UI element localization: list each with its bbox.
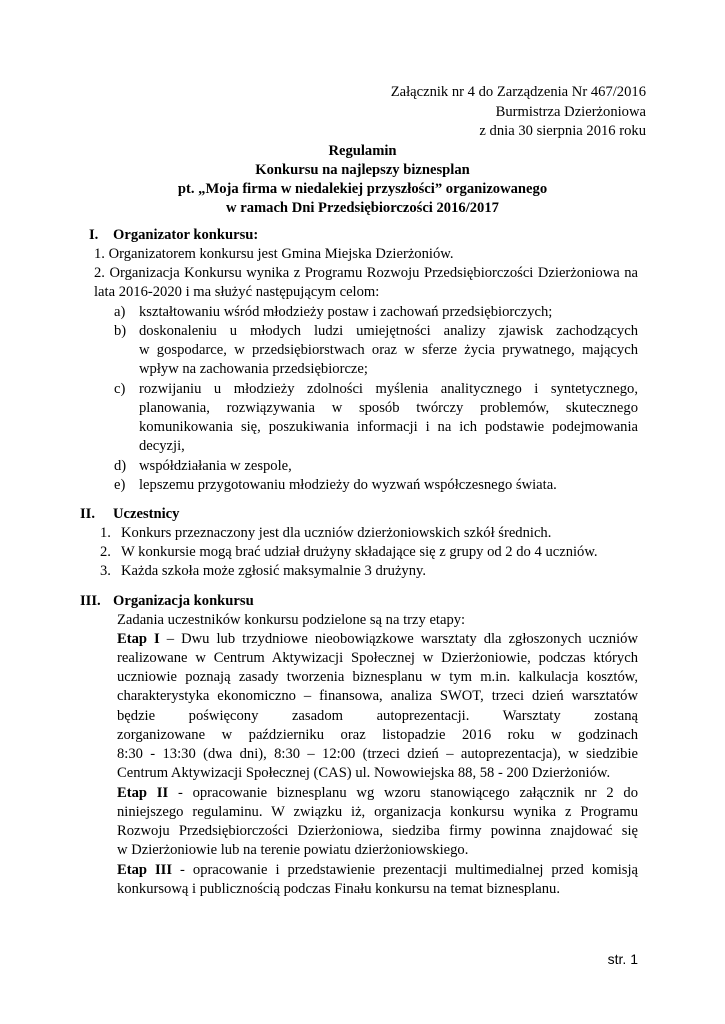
goal-b-marker: b) <box>114 323 127 339</box>
section-3-number: III. <box>80 593 101 609</box>
etap-3-label: Etap III <box>117 862 173 878</box>
doc-subtitle-2: pt. „Moja firma w niedalekiej przyszłości” organizowanego <box>177 181 548 197</box>
etap-2-line-1: Etap II - opracowanie biznesplanu wg wzoru stanowiącego załącznik nr 2 do <box>117 785 639 801</box>
etap-1-line-8: Centrum Aktywizacji Społecznej (CAS) ul. Nowowiejska 88, 58 - 200 Dzierżoniów. <box>117 765 611 781</box>
goal-d-text: współdziałania w zespole, <box>139 458 292 474</box>
section-1-heading: Organizator konkursu: <box>113 227 259 243</box>
goal-c-line-4: decyzji, <box>139 438 185 454</box>
annex-line-1: Załącznik nr 4 do Zarządzenia Nr 467/2016 <box>390 84 646 100</box>
etap-1-line-3: uczniowie poznają zasady tworzenia biznesplanu w tym m.in. kalkulacja kosztów, <box>117 669 638 685</box>
goal-c-line-2: planowania, rozwiązywania w sposób twórczy problemów, skutecznego <box>139 400 638 416</box>
section-1-paragraph-1: 1. Organizatorem konkursu jest Gmina Miejska Dzierżoniów. <box>94 246 454 262</box>
section-1-paragraph-2-line-1: 2. Organizacja Konkursu wynika z Programu Rozwoju Przedsiębiorczości Dzierżoniowa na <box>94 265 638 281</box>
etap-2-line-3: Rozwoju Przedsiębiorczości Dzierżoniowa, siedziba firmy powinna znajdować się <box>117 823 638 839</box>
doc-title: Regulamin <box>328 143 397 159</box>
participants-3-text: Każda szkoła może zgłosić maksymalnie 3 drużyny. <box>121 563 427 579</box>
etap-1-line-5: będzie poświęcony zasadom autoprezentacji. Warsztaty zostaną <box>117 708 638 724</box>
goal-b-line-2: w gospodarce, w przedsiębiorstwach oraz w sferze życia prywatnego, mających <box>139 342 638 358</box>
goal-b-line-3: wpływ na zachowania przedsiębiorcze; <box>139 361 368 377</box>
section-1-paragraph-2-line-2: lata 2016-2020 i ma służyć następującym celom: <box>94 284 380 300</box>
page-number: str. 1 <box>607 951 638 967</box>
etap-3-line-1: Etap III - opracowanie i przedstawienie prezentacji multimedialnej przed komisją <box>117 862 638 878</box>
section-3-intro: Zadania uczestników konkursu podzielone są na trzy etapy: <box>117 612 466 628</box>
etap-1-line-4: charakterystyka ekonomiczno – finansowa, analiza SWOT, trzeci dzień warsztatów <box>117 688 638 704</box>
goal-a-marker: a) <box>114 304 126 320</box>
etap-1-line-1: Etap I – Dwu lub trzydniowe nieobowiązkowe warsztaty dla zgłoszonych uczniów <box>117 631 638 647</box>
goal-b-line-1: doskonaleniu u młodych ludzi umiejętności analizy zjawisk zachodzących <box>139 323 638 339</box>
annex-line-3: z dnia 30 sierpnia 2016 roku <box>479 123 646 139</box>
etap-1-line-6: zorganizowane w październiku oraz listopadzie 2016 roku w godzinach <box>117 727 638 743</box>
section-2-number: II. <box>80 506 96 522</box>
etap-2-line-4: w Dzierżoniowie lub na terenie powiatu dzierżoniowskiego. <box>117 842 469 858</box>
participants-2-marker: 2. <box>100 544 111 560</box>
participants-3-marker: 3. <box>100 563 111 579</box>
goal-c-line-1: rozwijaniu u młodzieży zdolności myślenia analitycznego i syntetycznego, <box>139 381 638 397</box>
goal-e-text: lepszemu przygotowaniu młodzieży do wyzwań współczesnego świata. <box>139 477 557 493</box>
section-2-heading: Uczestnicy <box>113 506 180 522</box>
annex-line-2: Burmistrza Dzierżoniowa <box>495 104 646 120</box>
etap-2-line-2: niniejszego regulaminu. W związku iż, organizacja konkursu wynika z Programu <box>117 804 638 820</box>
doc-subtitle-3: w ramach Dni Przedsiębiorczości 2016/2017 <box>226 200 499 216</box>
doc-subtitle-1: Konkursu na najlepszy biznesplan <box>255 162 470 178</box>
goal-e-marker: e) <box>114 477 126 493</box>
goal-a-text: kształtowaniu wśród młodzieży postaw i zachowań przedsiębiorczych; <box>139 304 553 320</box>
etap-1-line-7: 8:30 - 13:30 (dwa dni), 8:30 – 12:00 (trzeci dzień – autoprezentacja), w siedzibie <box>117 746 638 762</box>
participants-1-text: Konkurs przeznaczony jest dla uczniów dzierżoniowskich szkół średnich. <box>121 525 552 541</box>
etap-1-label: Etap I <box>117 631 160 647</box>
goal-c-marker: c) <box>114 381 126 397</box>
etap-3-line-2: konkursową i publicznością podczas Finału konkursu na temat biznesplanu. <box>117 881 560 897</box>
goal-c-line-3: komunikowania się, poszukiwania informacji i na ich podstawie podejmowania <box>139 419 638 435</box>
participants-1-marker: 1. <box>100 525 111 541</box>
etap-2-label: Etap II <box>117 785 169 801</box>
etap-1-line-2: realizowane w Centrum Aktywizacji Społecznej w Dzierżoniowie, podczas których <box>117 650 638 666</box>
section-1-number: I. <box>89 227 99 243</box>
participants-2-text: W konkursie mogą brać udział drużyny składające się z grupy od 2 do 4 uczniów. <box>121 544 598 560</box>
section-3-heading: Organizacja konkursu <box>113 593 254 609</box>
goal-d-marker: d) <box>114 458 127 474</box>
